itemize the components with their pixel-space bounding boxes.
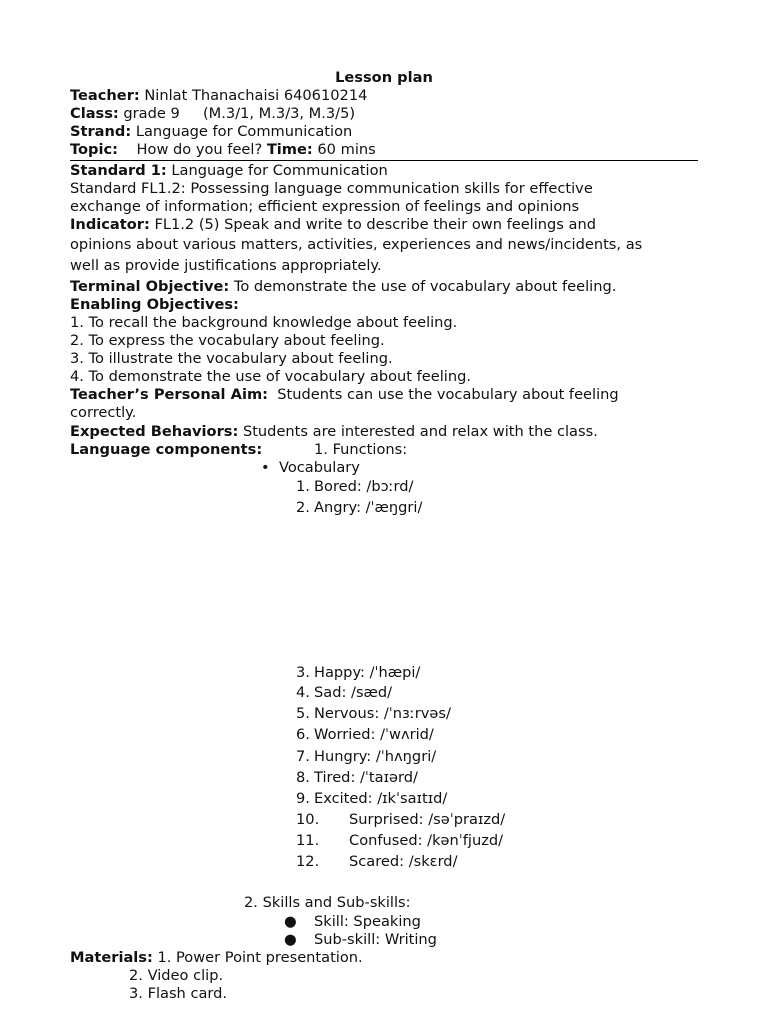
skills-label: 2. Skills and Sub-skills: xyxy=(244,894,411,911)
vocab-item: Confused: /kənˈfjuzd/ xyxy=(349,832,504,849)
vocab-number: 3. xyxy=(296,664,310,681)
skill-bullet-icon: ● xyxy=(284,931,297,948)
vocab-item: Nervous: /ˈnɜːrvəs/ xyxy=(314,705,451,722)
vocabulary-bullet-icon: • xyxy=(261,459,270,476)
vocab-item: Happy: /ˈhæpi/ xyxy=(314,664,421,681)
vocab-item: Worried: /ˈwʌrid/ xyxy=(314,726,434,743)
enabling-objectives-heading: Enabling Objectives: xyxy=(70,296,239,313)
materials-line: Materials: 1. Power Point presentation. xyxy=(70,949,363,966)
page-title: Lesson plan xyxy=(335,69,433,86)
vocab-number: 9. xyxy=(296,790,310,807)
standard-fl-line-1: Standard FL1.2: Possessing language communication skills for effective xyxy=(70,180,593,197)
enabling-objective-2: 2. To express the vocabulary about feeling. xyxy=(70,332,385,349)
material-item: 3. Flash card. xyxy=(129,985,228,1002)
vocab-number: 12. xyxy=(296,853,320,870)
vocab-item: Scared: /skɛrd/ xyxy=(349,853,458,870)
vocab-item: Excited: /ɪkˈsaɪtɪd/ xyxy=(314,790,448,807)
skill-bullet-icon: ● xyxy=(284,913,297,930)
vocab-number: 7. xyxy=(296,748,310,765)
teacher-line: Teacher: Ninlat Thanachaisi 640610214 xyxy=(70,87,368,104)
vocab-item: Bored: /bɔːrd/ xyxy=(314,478,414,495)
indicator-line-1: Indicator: FL1.2 (5) Speak and write to describe their own feelings and xyxy=(70,216,597,233)
class-line: Class: grade 9 (M.3/1, M.3/3, M.3/5) xyxy=(70,105,356,122)
vocab-item: Hungry: /ˈhʌŋgri/ xyxy=(314,748,437,765)
skill-item: Sub-skill: Writing xyxy=(314,931,437,948)
vocab-item: Tired: /ˈtaɪərd/ xyxy=(314,769,418,786)
vocab-number: 4. xyxy=(296,684,310,701)
vocab-item: Sad: /sæd/ xyxy=(314,684,393,701)
material-item: 2. Video clip. xyxy=(129,967,224,984)
vocab-number: 10. xyxy=(296,811,320,828)
indicator-line-3: well as provide justifications appropriately. xyxy=(70,257,382,274)
vocab-number: 5. xyxy=(296,705,310,722)
standard-line: Standard 1: Language for Communication xyxy=(70,162,388,179)
topic-line: Topic: How do you feel? Time: 60 mins xyxy=(70,141,376,158)
terminal-objective: Terminal Objective: To demonstrate the use of vocabulary about feeling. xyxy=(70,278,617,295)
vocab-item: Angry: /ˈæŋgri/ xyxy=(314,499,423,516)
language-components-label: Language components: xyxy=(70,441,263,458)
expected-behaviors: Expected Behaviors: Students are interested and relax with the class. xyxy=(70,423,598,440)
vocab-number: 6. xyxy=(296,726,310,743)
skill-item: Skill: Speaking xyxy=(314,913,421,930)
personal-aim-line-1: Teacher’s Personal Aim: Students can use the vocabulary about feeling xyxy=(70,386,619,403)
vocab-number: 1. xyxy=(296,478,310,495)
functions-label: 1. Functions: xyxy=(314,441,408,458)
enabling-objective-3: 3. To illustrate the vocabulary about feeling. xyxy=(70,350,393,367)
vocab-item: Surprised: /səˈpraɪzd/ xyxy=(349,811,506,828)
personal-aim-line-2: correctly. xyxy=(70,404,137,421)
strand-line: Strand: Language for Communication xyxy=(70,123,353,140)
header-divider xyxy=(70,160,698,161)
standard-fl-line-2: exchange of information; efficient expression of feelings and opinions xyxy=(70,198,580,215)
vocabulary-label: Vocabulary xyxy=(279,459,360,476)
enabling-objective-1: 1. To recall the background knowledge about feeling. xyxy=(70,314,458,331)
enabling-objective-4: 4. To demonstrate the use of vocabulary about feeling. xyxy=(70,368,471,385)
vocab-number: 8. xyxy=(296,769,310,786)
indicator-line-2: opinions about various matters, activities, experiences and news/incidents, as xyxy=(70,236,643,253)
vocab-number: 11. xyxy=(296,832,320,849)
vocab-number: 2. xyxy=(296,499,310,516)
